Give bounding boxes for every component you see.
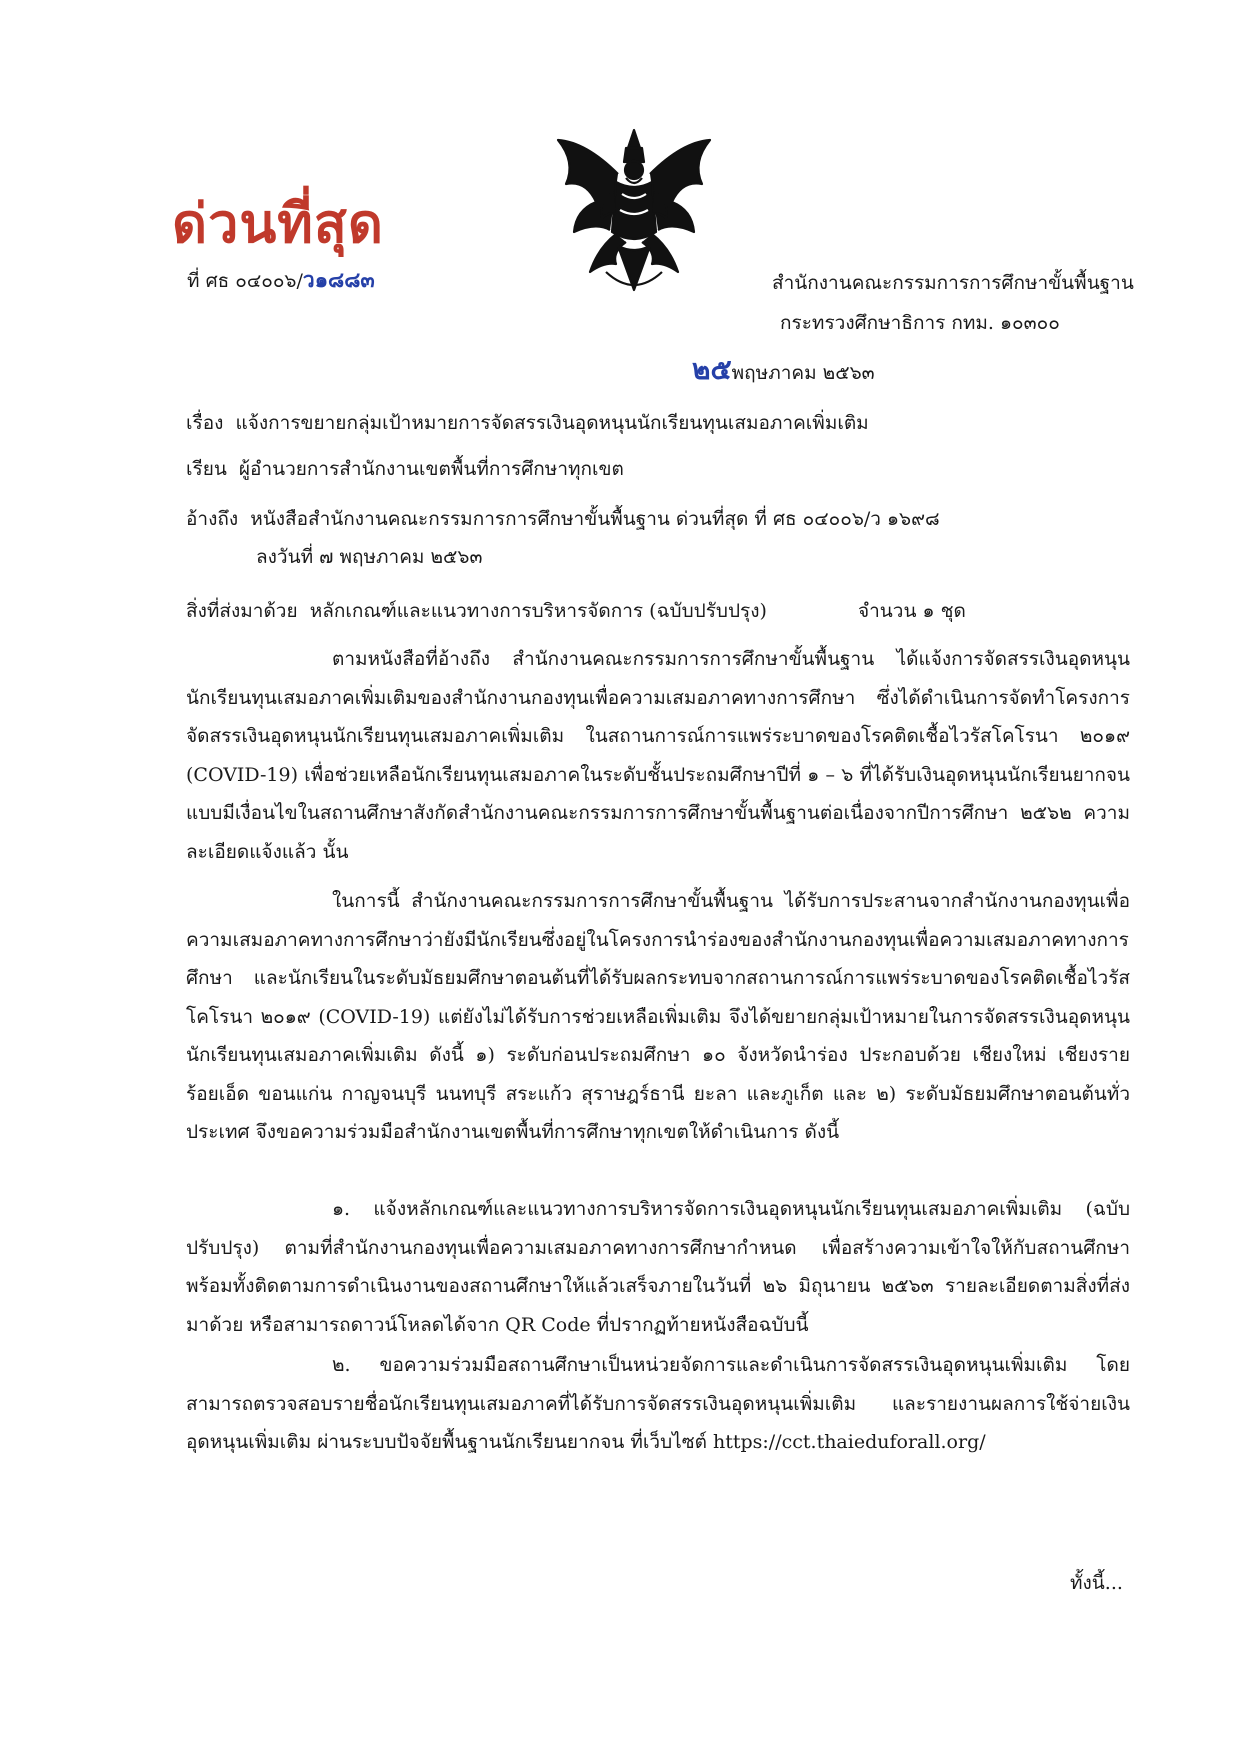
date-day-handwritten: ๒๕ [692, 353, 732, 386]
enclosure-text: หลักเกณฑ์และแนวทางการบริหารจัดการ (ฉบับปรับปรุง) [309, 600, 767, 622]
body-paragraph-2: ในการนี้ สำนักงานคณะกรรมการการศึกษาขั้นพื้นฐาน ได้รับการประสานจากสำนักงานกองทุนเพื่อความเสมอภาคทางการศึกษาว่ายังมีนักเรียนซึ่งอยู่ในโครงการนำร่องของสำนักงานกองทุนเพื่อความเสมอภาคทางการศึกษา และนักเรียนในระดับมัธยมศึกษาตอนต้นที่ได้รับผลกระทบจากสถานการณ์การแพร่ระบาดของโรคติดเชื้อไวรัสโคโรนา ๒๐๑๙ (COVID-19) แต่ยังไม่ได้รับการช่วยเหลือเพิ่มเติม จึงได้ขยายกลุ่มเป้าหมายในการจัดสรรเงินอุดหนุนนักเรียนทุนเสมอภาคเพิ่มเติม ดังนี้ ๑) ระดับก่อนประถมศึกษา ๑๐ จังหวัดนำร่อง ประกอบด้วย เชียงใหม่ เชียงราย ร้อยเอ็ด ขอนแก่น กาญจนบุรี นนทบุรี สระแก้ว สุราษฎร์ธานี ยะลา และภูเก็ต และ ๒) ระดับมัธยมศึกษาตอนต้นทั่วประเทศ จึงขอความร่วมมือสำนักงานเขตพื้นที่การศึกษาทุกเขตให้ดำเนินการ ดังนี้ [186, 890, 1130, 1143]
addressee-text: ผู้อำนวยการสำนักงานเขตพื้นที่การศึกษาทุกเขต [238, 458, 624, 480]
subject-line [186, 410, 869, 437]
date-month-year: พฤษภาคม ๒๕๖๓ [731, 362, 875, 384]
addressee-label: เรียน [186, 458, 227, 480]
office-address: กระทรวงศึกษาธิการ กทม. ๑๐๓๐๐ [780, 312, 1060, 334]
reference-label: อ้างถึง [186, 508, 239, 530]
enclosure-count: จำนวน ๑ ชุด [858, 600, 966, 622]
reference-number [187, 266, 375, 295]
addressee-line [186, 456, 624, 483]
body-paragraph-3: ๑. แจ้งหลักเกณฑ์และแนวทางการบริหารจัดการเงินอุดหนุนนักเรียนทุนเสมอภาคเพิ่มเติม (ฉบับปรับปรุง) ตามที่สำนักงานกองทุนเพื่อความเสมอภาคทางการศึกษากำหนด เพื่อสร้างความเข้าใจให้กับสถานศึกษา พร้อมทั้งติดตามการดำเนินงานของสถานศึกษาให้แล้วเสร็จภายในวันที่ ๒๖ มิถุนายน ๒๕๖๓ รายละเอียดตามสิ่งที่ส่งมาด้วย หรือสามารถดาวน์โหลดได้จาก QR Code ที่ปรากฏท้ายหนังสือฉบับนี้ [186, 1198, 1130, 1336]
letter-date [692, 353, 875, 387]
enclosure-line [186, 598, 767, 625]
reference-prefix: ที่ ศธ ๐๔๐๐๖/ [187, 270, 303, 292]
reference-text-2: ลงวันที่ ๗ พฤษภาคม ๒๕๖๓ [256, 546, 483, 568]
reference-text-1: หนังสือสำนักงานคณะกรรมการการศึกษาขั้นพื้นฐาน ด่วนที่สุด ที่ ศธ ๐๔๐๐๖/ว ๑๖๙๘ [250, 508, 940, 530]
subject-label: เรื่อง [186, 412, 224, 434]
subject-text: แจ้งการขยายกลุ่มเป้าหมายการจัดสรรเงินอุดหนุนนักเรียนทุนเสมอภาคเพิ่มเติม [235, 412, 869, 434]
enclosure-label: สิ่งที่ส่งมาด้วย [186, 600, 298, 622]
body-paragraph-4: ๒. ขอความร่วมมือสถานศึกษาเป็นหน่วยจัดการและดำเนินการจัดสรรเงินอุดหนุนเพิ่มเติม โดยสามารถตรวจสอบรายชื่อนักเรียนทุนเสมอภาคที่ได้รับการจัดสรรเงินอุดหนุนเพิ่มเติม และรายงานผลการใช้จ่ายเงินอุดหนุนเพิ่มเติม ผ่านระบบปัจจัยพื้นฐานนักเรียนยากจน ที่เว็บไซต์ https://cct.thaieduforall.org/ [186, 1354, 1130, 1453]
continued-marker: ทั้งนี้... [1070, 1572, 1123, 1594]
office-name: สำนักงานคณะกรรมการการศึกษาขั้นพื้นฐาน [772, 272, 1134, 294]
urgency-stamp: ด่วนที่สุด [172, 192, 384, 255]
body-paragraph-1: ตามหนังสือที่อ้างถึง สำนักงานคณะกรรมการการศึกษาขั้นพื้นฐาน ได้แจ้งการจัดสรรเงินอุดหนุนนักเรียนทุนเสมอภาคเพิ่มเติมของสำนักงานกองทุนเพื่อความเสมอภาคทางการศึกษา ซึ่งได้ดำเนินการจัดทำโครงการจัดสรรเงินอุดหนุนนักเรียนทุนเสมอภาคเพิ่มเติม ในสถานการณ์การแพร่ระบาดของโรคติดเชื้อไวรัสโคโรนา ๒๐๑๙ (COVID-19) เพื่อช่วยเหลือนักเรียนทุนเสมอภาคในระดับชั้นประถมศึกษาปีที่ ๑ – ๖ ที่ได้รับเงินอุดหนุนนักเรียนยากจนแบบมีเงื่อนไขในสถานศึกษาสังกัดสำนักงานคณะกรรมการการศึกษาขั้นพื้นฐานต่อเนื่องจากปีการศึกษา ๒๕๖๒ ความละเอียดแจ้งแล้ว นั้น [186, 648, 1130, 863]
garuda-emblem-icon [546, 122, 722, 302]
reference-line [186, 506, 940, 533]
reference-number-handwritten: ว๑๘๘๓ [302, 267, 375, 292]
